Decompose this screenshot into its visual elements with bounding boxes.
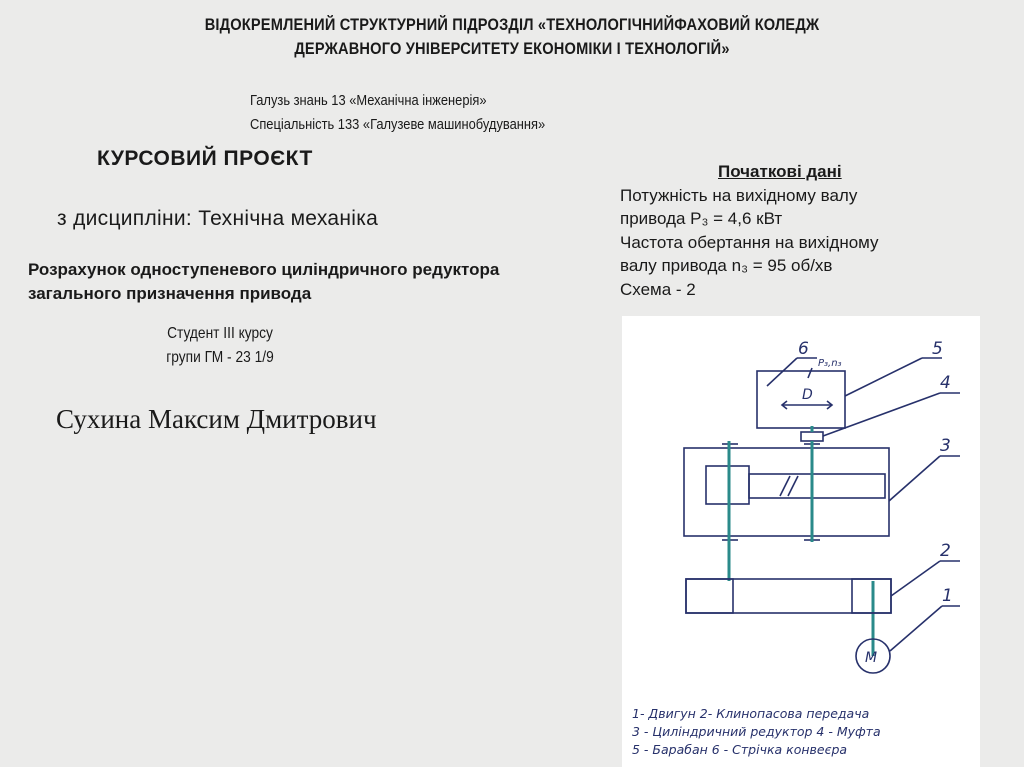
initial-data — [620, 160, 879, 301]
drum-box — [757, 371, 845, 428]
initial-data-line-5: Схема - 2 — [620, 279, 696, 299]
label-6: 6 — [798, 339, 809, 359]
initial-data-line-1: Потужність на вихідному валу — [620, 185, 858, 205]
gearbox-housing — [684, 448, 889, 536]
drum-label: D — [802, 387, 813, 403]
label-3: 3 — [940, 436, 951, 456]
power-label: P₃,n₃ — [818, 358, 842, 369]
label-5: 5 — [932, 339, 943, 359]
topic-line-2: загального призначення привода — [28, 284, 312, 303]
student-name: Сухина Максим Дмитрович — [56, 404, 377, 434]
project-topic — [28, 258, 499, 306]
belt-drive — [686, 579, 891, 613]
topic-line-1: Розрахунок одноступеневого циліндричного редуктора — [28, 260, 500, 279]
initial-data-line-3: Частота обертання на вихідному — [620, 232, 879, 252]
student-course: Студент ІІІ курсу — [167, 325, 273, 342]
motor-label: M — [865, 650, 878, 666]
legend-line-1: 1- Двигун 2- Клинопасова передача — [632, 706, 870, 721]
kinematic-scheme — [622, 316, 980, 767]
specialty: Спеціальність 133 «Галузеве машинобудування» — [250, 116, 546, 133]
header-line-1: ВІДОКРЕМЛЕНИЙ СТРУКТУРНИЙ ПІДРОЗДІЛ «ТЕХНОЛОГІЧНИЙФАХОВИЙ КОЛЕДЖ — [204, 15, 820, 34]
initial-data-line-2: привода P₃ = 4,6 кВт — [620, 209, 783, 228]
legend-line-3: 5 - Барабан 6 - Стрічка конвеєра — [632, 742, 848, 757]
legend-line-2: 3 - Циліндричний редуктор 4 - Муфта — [632, 724, 881, 739]
label-4: 4 — [940, 373, 951, 393]
student-info — [160, 322, 280, 370]
discipline: з дисципліни: Технічна механіка — [57, 207, 379, 230]
knowledge-field: Галузь знань 13 «Механічна інженерія» — [250, 92, 487, 109]
label-2: 2 — [940, 541, 951, 561]
coupling — [801, 432, 823, 441]
header-line-2: ДЕРЖАВНОГО УНІВЕРСИТЕТУ ЕКОНОМІКИ І ТЕХНОЛОГІЙ» — [294, 39, 730, 58]
label-1: 1 — [942, 586, 953, 606]
initial-data-line-4: валу привода n₃ = 95 об/хв — [620, 256, 833, 275]
project-title: КУРСОВИЙ ПРОЄКТ — [97, 147, 313, 170]
initial-data-heading: Початкові дані — [718, 162, 842, 181]
student-group: групи ГМ - 23 1/9 — [166, 349, 274, 366]
